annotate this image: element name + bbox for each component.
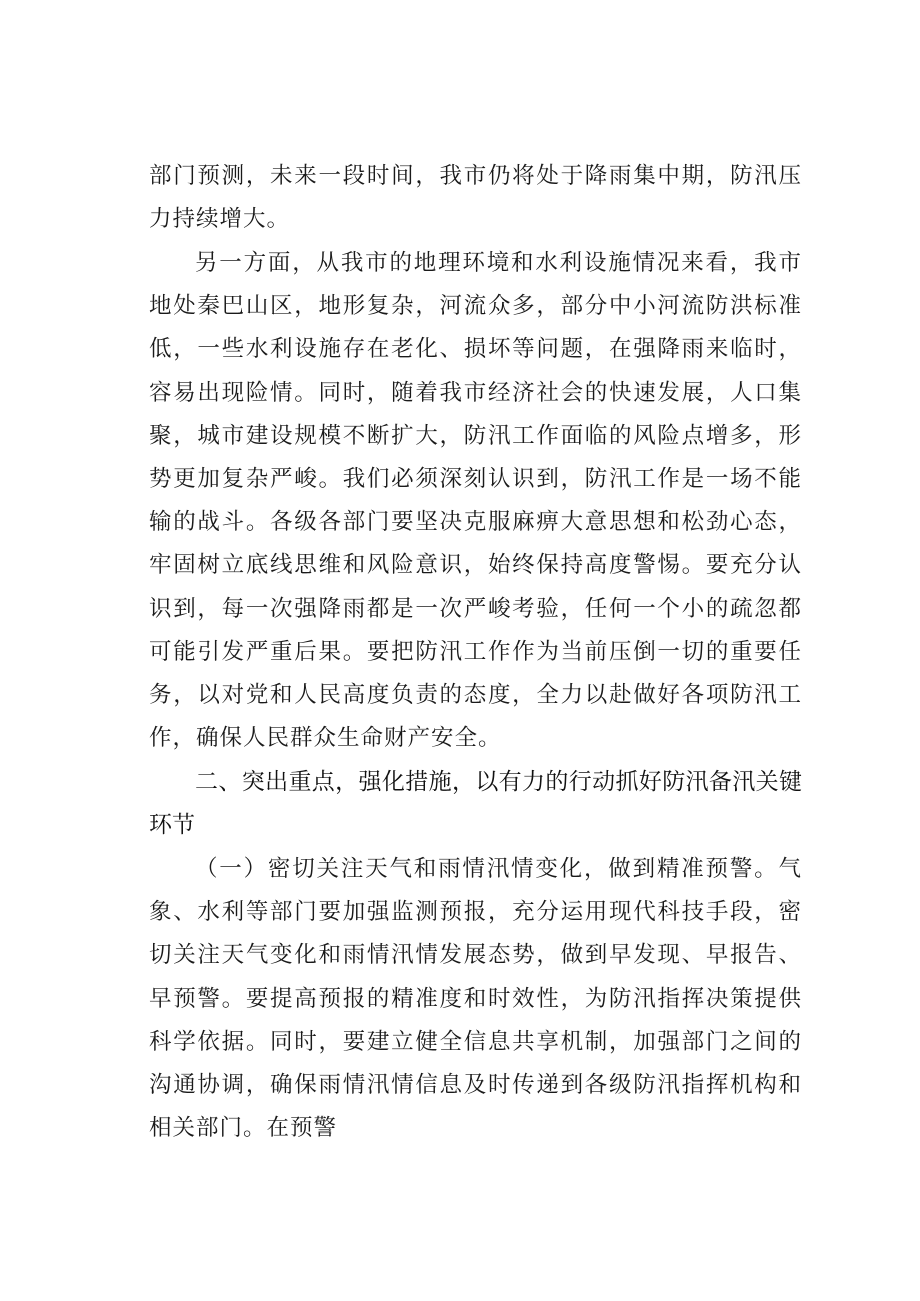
- paragraph-risk-analysis: 另一方面，从我市的地理环境和水利设施情况来看，我市地处秦巴山区，地形复杂，河流众多，部分中小河流防洪标准低，一些水利设施存在老化、损坏等问题，在强降雨来临时，容易出现险情。同时，随着我市经济社会的快速发展，人口集聚，城市建设规模不断扩大，防汛工作面临的风险点增多，形势更加复杂严峻。我们必须深刻认识到，防汛工作是一场不能输的战斗。各级各部门要坚决克服麻痹大意思想和松劲心态，牢固树立底线思维和风险意识，始终保持高度警惕。要充分认识到，每一次强降雨都是一次严峻考验，任何一个小的疏忽都可能引发严重后果。要把防汛工作作为当前压倒一切的重要任务，以对党和人民高度负责的态度，全力以赴做好各项防汛工作，确保人民群众生命财产安全。: [149, 250, 802, 752]
- section-heading-two: 二、突出重点，强化措施，以有力的行动抓好防汛备汛关键环节: [149, 769, 802, 839]
- paragraph-weather-monitoring: （一）密切关注天气和雨情汛情变化，做到精准预警。气象、水利等部门要加强监测预报，充分运用现代科技手段，密切关注天气变化和雨情汛情发展态势，做到早发现、早报告、早预警。要提高预报的精准度和时效性，为防汛指挥决策提供科学依据。同时，要建立健全信息共享机制，加强部门之间的沟通协调，确保雨情汛情信息及时传递到各级防汛指挥机构和相关部门。在预警: [149, 856, 802, 1142]
- paragraph-continuation: 部门预测，未来一段时间，我市仍将处于降雨集中期，防汛压力持续增大。: [149, 163, 802, 233]
